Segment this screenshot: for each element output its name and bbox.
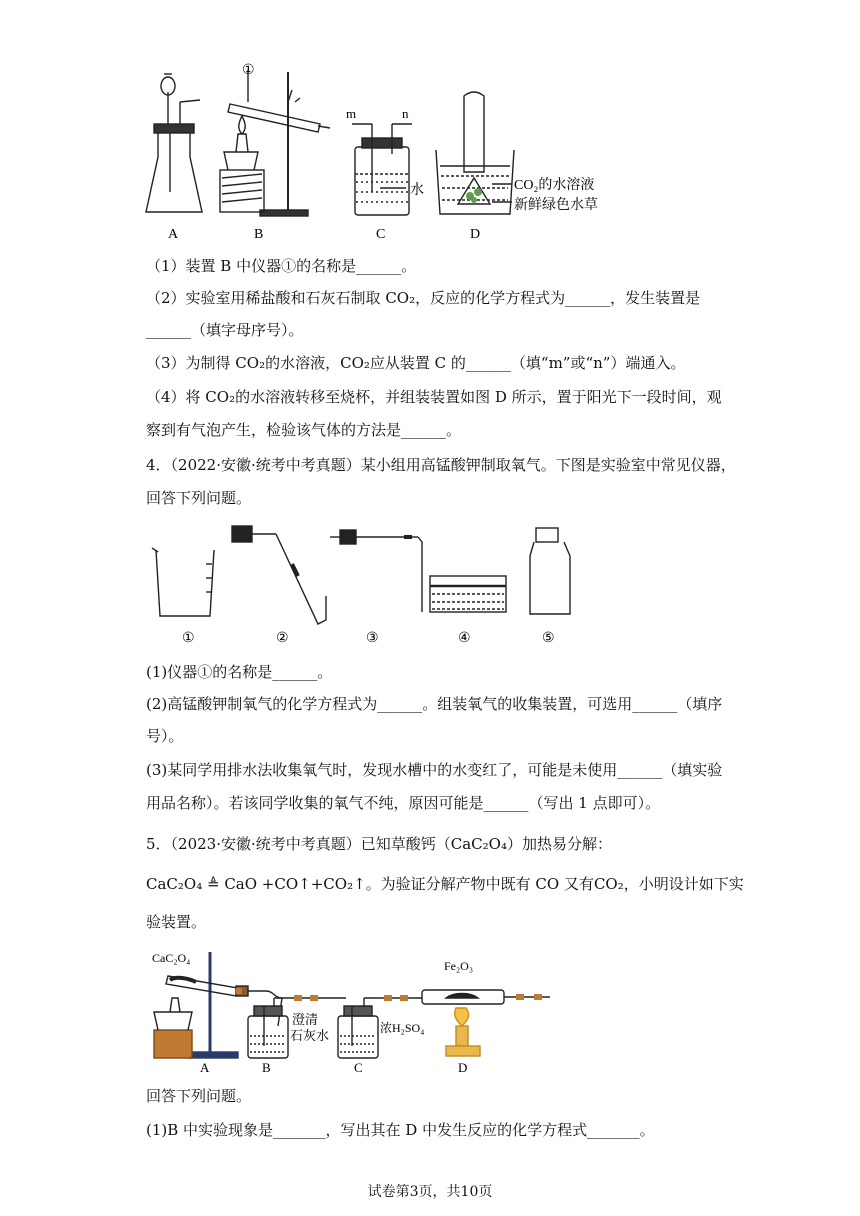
q4-line-1: 4．（2022·安徽·统考中考真题）某小组用高锰酸钾制取氧气。下图是实验室中常见仪器， [146,456,736,474]
q4-line-2: 回答下列问题。 [146,489,252,507]
page-footer: 试卷第3页，共10页 [367,1184,493,1200]
q5-line-1: 5．（2023·安徽·统考中考真题）已知草酸钙（CaC₂O₄）加热易分解： [146,835,612,853]
q3-line-6: 察到有气泡产生，检验该气体的方法是______。 [146,421,462,439]
fig2-label-1: ① [182,631,195,646]
fig3-reagent-label: CaC₂O₄ [152,951,191,965]
fig3-limewater-label-1: 澄清 [292,1012,319,1027]
q3-line-1: （1）装置 B 中仪器①的名称是______。 [146,257,417,275]
q4-sub-2: (2)高锰酸钾制氧气的化学方程式为______。组装氧气的收集装置，可选用______（填序 [146,695,723,713]
fig1-marker: ① [242,63,255,78]
fig1-water-plant-label: 新鲜绿色水草 [514,198,598,213]
fig3-limewater-label-2: 石灰水 [290,1028,330,1043]
q5-sub-intro: 回答下列问题。 [146,1087,252,1105]
fig2-label-3: ③ [366,631,379,646]
q3-line-4: （3）为制得 CO₂的水溶液，CO₂应从装置 C 的______（填“m”或“n”）端通入。 [146,354,686,372]
q4-sub-4: (3)某同学用排水法收集氧气时，发现水槽中的水变红了，可能是未使用______（填实验 [146,761,723,779]
fig2-label-2: ② [276,631,289,646]
fig1-label-a: A [168,227,179,242]
fig3-label-a: A [200,1060,210,1075]
q4-sub-3: 号）。 [146,727,184,745]
fig1-label-d: D [470,227,481,242]
figure-apparatus-abcd [140,62,660,247]
figure-decomposition-apparatus [140,946,560,1076]
fig1-port-m: m [346,106,357,121]
q5-equation-line: CaC₂O₄ ≜ CaO +CO↑+CO₂↑。为验证分解产物中既有 CO 又有CO₂，小明设计如下实 [146,875,744,893]
q3-line-5: （4）将 CO₂的水溶液转移至烧杯，并组装装置如图 D 所示，置于阳光下一段时间，观 [146,388,722,406]
fig1-label-c: C [376,227,386,242]
fig1-co2-solution-label: CO₂的水溶液 [514,178,595,193]
fig3-label-d: D [458,1060,468,1075]
figure-instruments [140,516,580,646]
q3-line-2: （2）实验室用稀盐酸和石灰石制取 CO₂，反应的化学方程式为______，发生装置是 [146,289,701,307]
fig2-label-5: ⑤ [542,631,555,646]
fig3-acid-label: 浓H₂SO₄ [380,1021,425,1035]
q4-sub-5: 用品名称）。若该同学收集的氧气不纯，原因可能是______（写出 1 点即可）。 [146,794,661,812]
fig1-port-n: n [402,106,409,121]
fig2-label-4: ④ [458,631,471,646]
q5-sub-1: (1)B 中实验现象是_______，写出其在 D 中发生反应的化学方程式_______。 [146,1121,655,1139]
fig1-label-b: B [254,227,264,242]
q3-line-3: ______（填字母序号）。 [146,321,304,339]
q5-line-3: 验装置。 [146,913,207,931]
fig1-water-label: 水 [410,183,424,198]
fig3-label-b: B [262,1060,271,1075]
fig3-oxide-label: Fe₂O₃ [444,959,474,973]
fig3-label-c: C [354,1060,363,1075]
q4-sub-1: (1)仪器①的名称是______。 [146,663,333,681]
